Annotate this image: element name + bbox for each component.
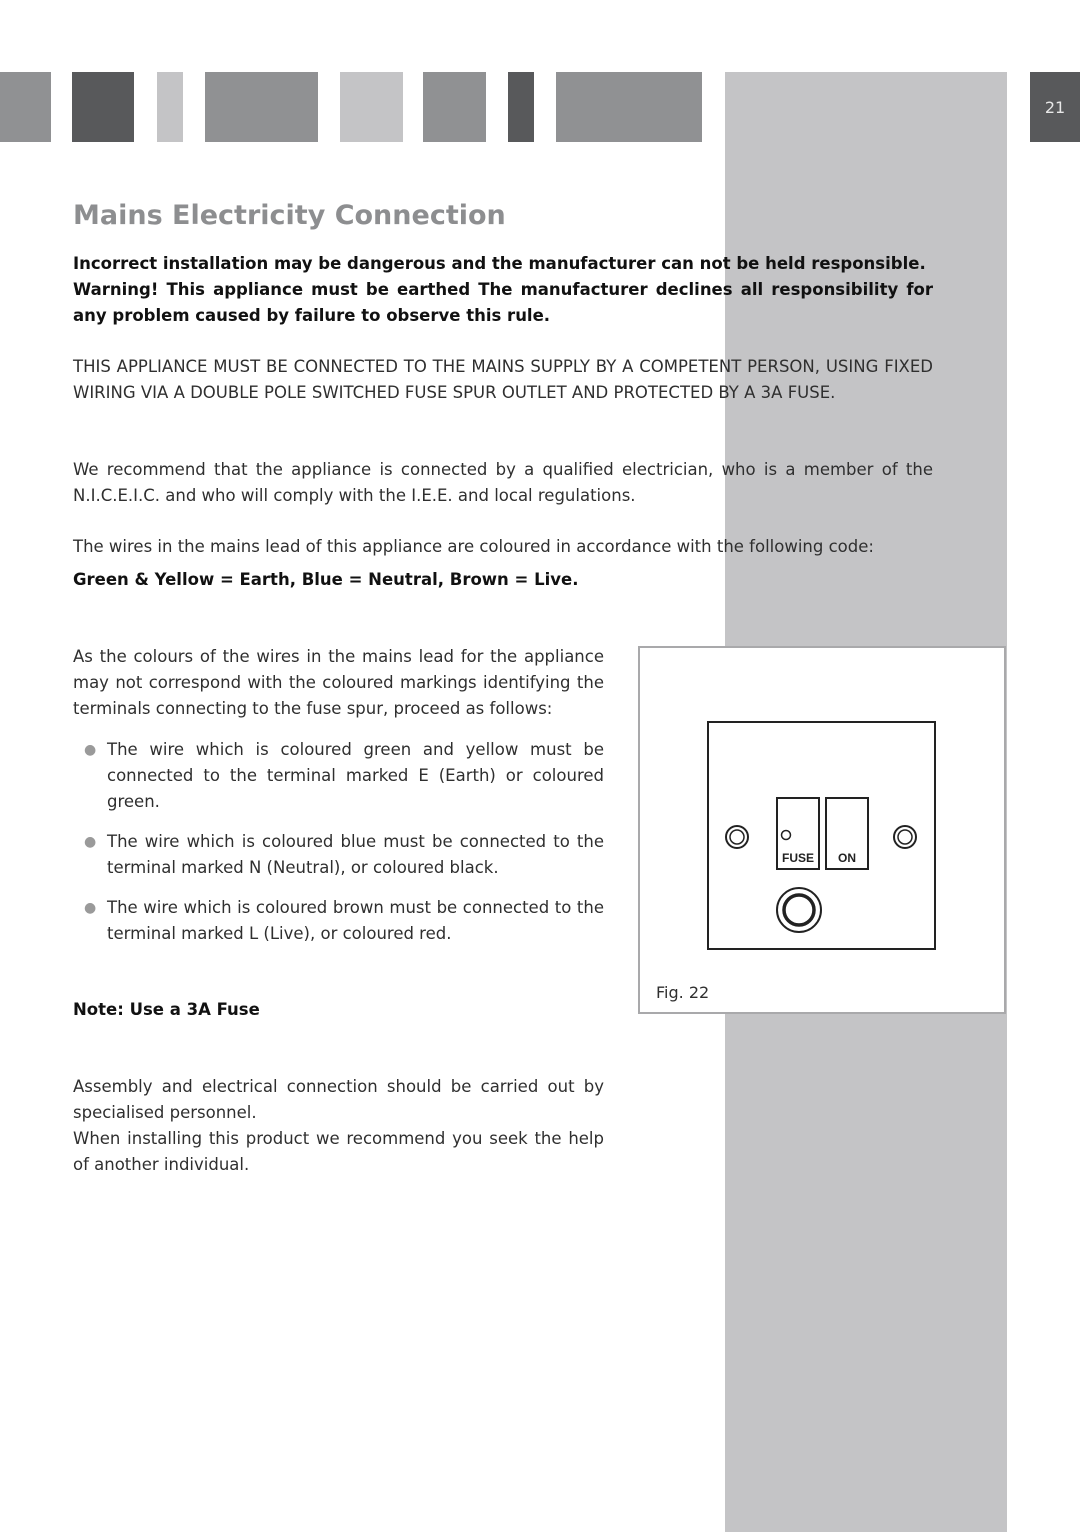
header-block [205,72,318,142]
header-block [508,72,534,142]
warning-line-2: Warning! This appliance must be earthed The manufacturer declines all responsibility for any problem caused by failure to observe this rule. [73,280,933,325]
recommend-paragraph: We recommend that the appliance is connected by a qualified electrician, who is a member of the N.I.C.E.I.C. and who will comply with the I.E.E. and local regulations. [73,460,933,505]
page-title: Mains Electricity Connection [73,200,506,231]
header-block [340,72,403,142]
bullet-icon: ● [84,900,97,916]
list-item [73,895,604,947]
fuse-note: Note: Use a 3A Fuse [73,1000,260,1019]
warning-line-1: Incorrect installation may be dangerous and the manufacturer can not be held responsible. [73,254,926,273]
list-item-text: The wire which is coloured blue must be connected to the terminal marked N (Neutral), or coloured black. [107,832,604,877]
faceplate [708,722,935,949]
assembly-line-2: When installing this product we recommend you seek the help of another individual. [73,1129,604,1174]
list-item [73,829,604,881]
figure-caption: Fig. 22 [656,983,710,1002]
header-block [423,72,486,142]
list-item-text: The wire which is coloured green and yellow must be connected to the terminal marked E (Earth) or coloured green. [107,740,604,811]
header-block [157,72,183,142]
list-item [73,737,604,815]
header-block [0,72,51,142]
figure-frame [638,646,1006,1014]
header-block [556,72,702,142]
bullet-icon: ● [84,834,97,850]
fuse-label: FUSE [781,851,815,865]
page-number: 21 [1030,72,1080,142]
wire-instructions-list [73,737,604,961]
colour-code: Green & Yellow = Earth, Blue = Neutral, Brown = Live. [73,570,579,589]
colours-paragraph: As the colours of the wires in the mains lead for the appliance may not correspond with the coloured markings identifying the terminals connecting to the fuse spur, proceed as follows: [73,647,604,718]
caps-paragraph: THIS APPLIANCE MUST BE CONNECTED TO THE MAINS SUPPLY BY A COMPETENT PERSON, USING FIXED WIRING VIA A DOUBLE POLE SWITCHED FUSE SPUR OUTLET AND PROTECTED BY A 3A FUSE. [73,357,933,402]
on-label: ON [838,851,856,865]
fused-spur-diagram [640,648,1004,1012]
bullet-icon: ● [84,742,97,758]
header-block [72,72,134,142]
wires-paragraph: The wires in the mains lead of this appliance are coloured in accordance with the following code: [73,537,874,556]
assembly-line-1: Assembly and electrical connection should be carried out by specialised personnel. [73,1077,604,1122]
list-item-text: The wire which is coloured brown must be connected to the terminal marked L (Live), or coloured red. [107,898,604,943]
